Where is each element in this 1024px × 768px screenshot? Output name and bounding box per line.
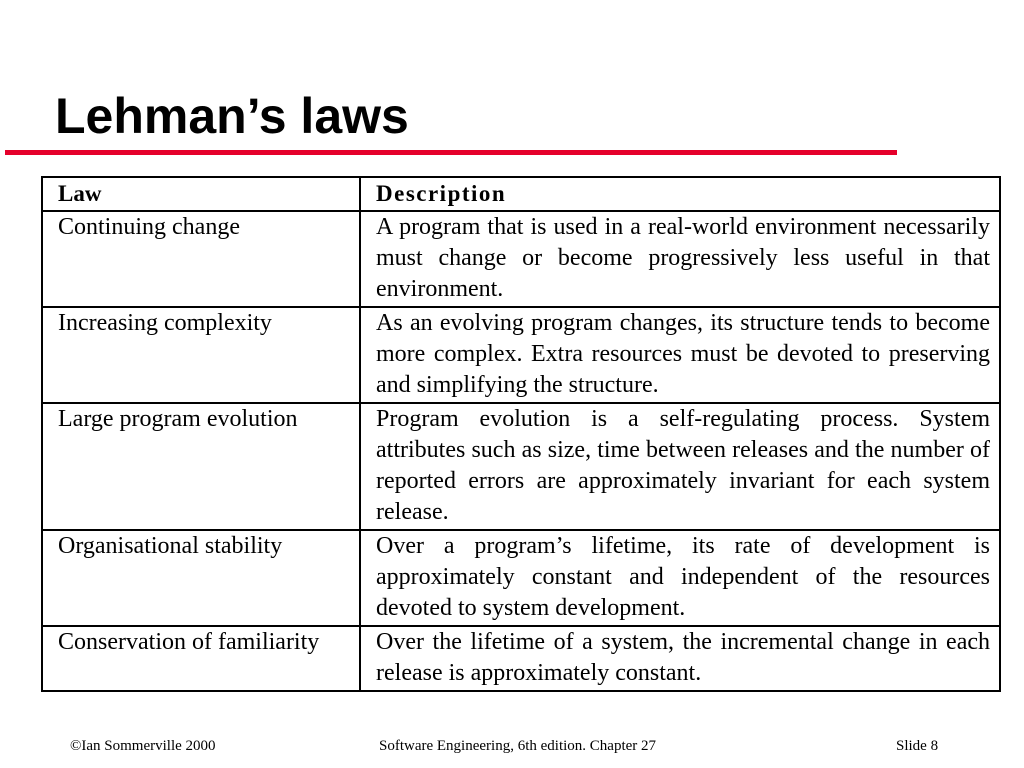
law-description: As an evolving program changes, its structure tends to become more complex. Extra resources must be devoted to preserving and simplifying the structure.: [360, 307, 1000, 403]
law-description: Over a program’s lifetime, its rate of development is approximately constant and independent of the resources devoted to system development.: [360, 530, 1000, 626]
law-name: Large program evolution: [42, 403, 360, 530]
law-name: Conservation of familiarity: [42, 626, 360, 691]
table-row: [42, 403, 1000, 530]
footer-source: Software Engineering, 6th edition. Chapter 27: [379, 738, 657, 754]
footer-slide-number: Slide 8: [896, 738, 939, 754]
table-row: [42, 211, 1000, 307]
law-name: Continuing change: [42, 211, 360, 307]
law-description: Program evolution is a self-regulating process. System attributes such as size, time between releases and the number of reported errors are approximately invariant for each system release.: [360, 403, 1000, 530]
law-name: Organisational stability: [42, 530, 360, 626]
table-row: [42, 530, 1000, 626]
table-header-row: [42, 177, 1000, 211]
page-title: Lehman’s laws: [55, 88, 409, 144]
table-row: [42, 307, 1000, 403]
column-header-description: Description: [360, 177, 1000, 211]
column-header-law: Law: [42, 177, 360, 211]
table-row: [42, 626, 1000, 691]
law-description: A program that is used in a real-world environment necessarily must change or become progressively less useful in that environment.: [360, 211, 1000, 307]
title-divider: [5, 150, 897, 155]
lehman-laws-table: [41, 176, 1001, 692]
law-description: Over the lifetime of a system, the incremental change in each release is approximately constant.: [360, 626, 1000, 691]
law-name: Increasing complexity: [42, 307, 360, 403]
footer-copyright: ©Ian Sommerville 2000: [70, 738, 216, 754]
